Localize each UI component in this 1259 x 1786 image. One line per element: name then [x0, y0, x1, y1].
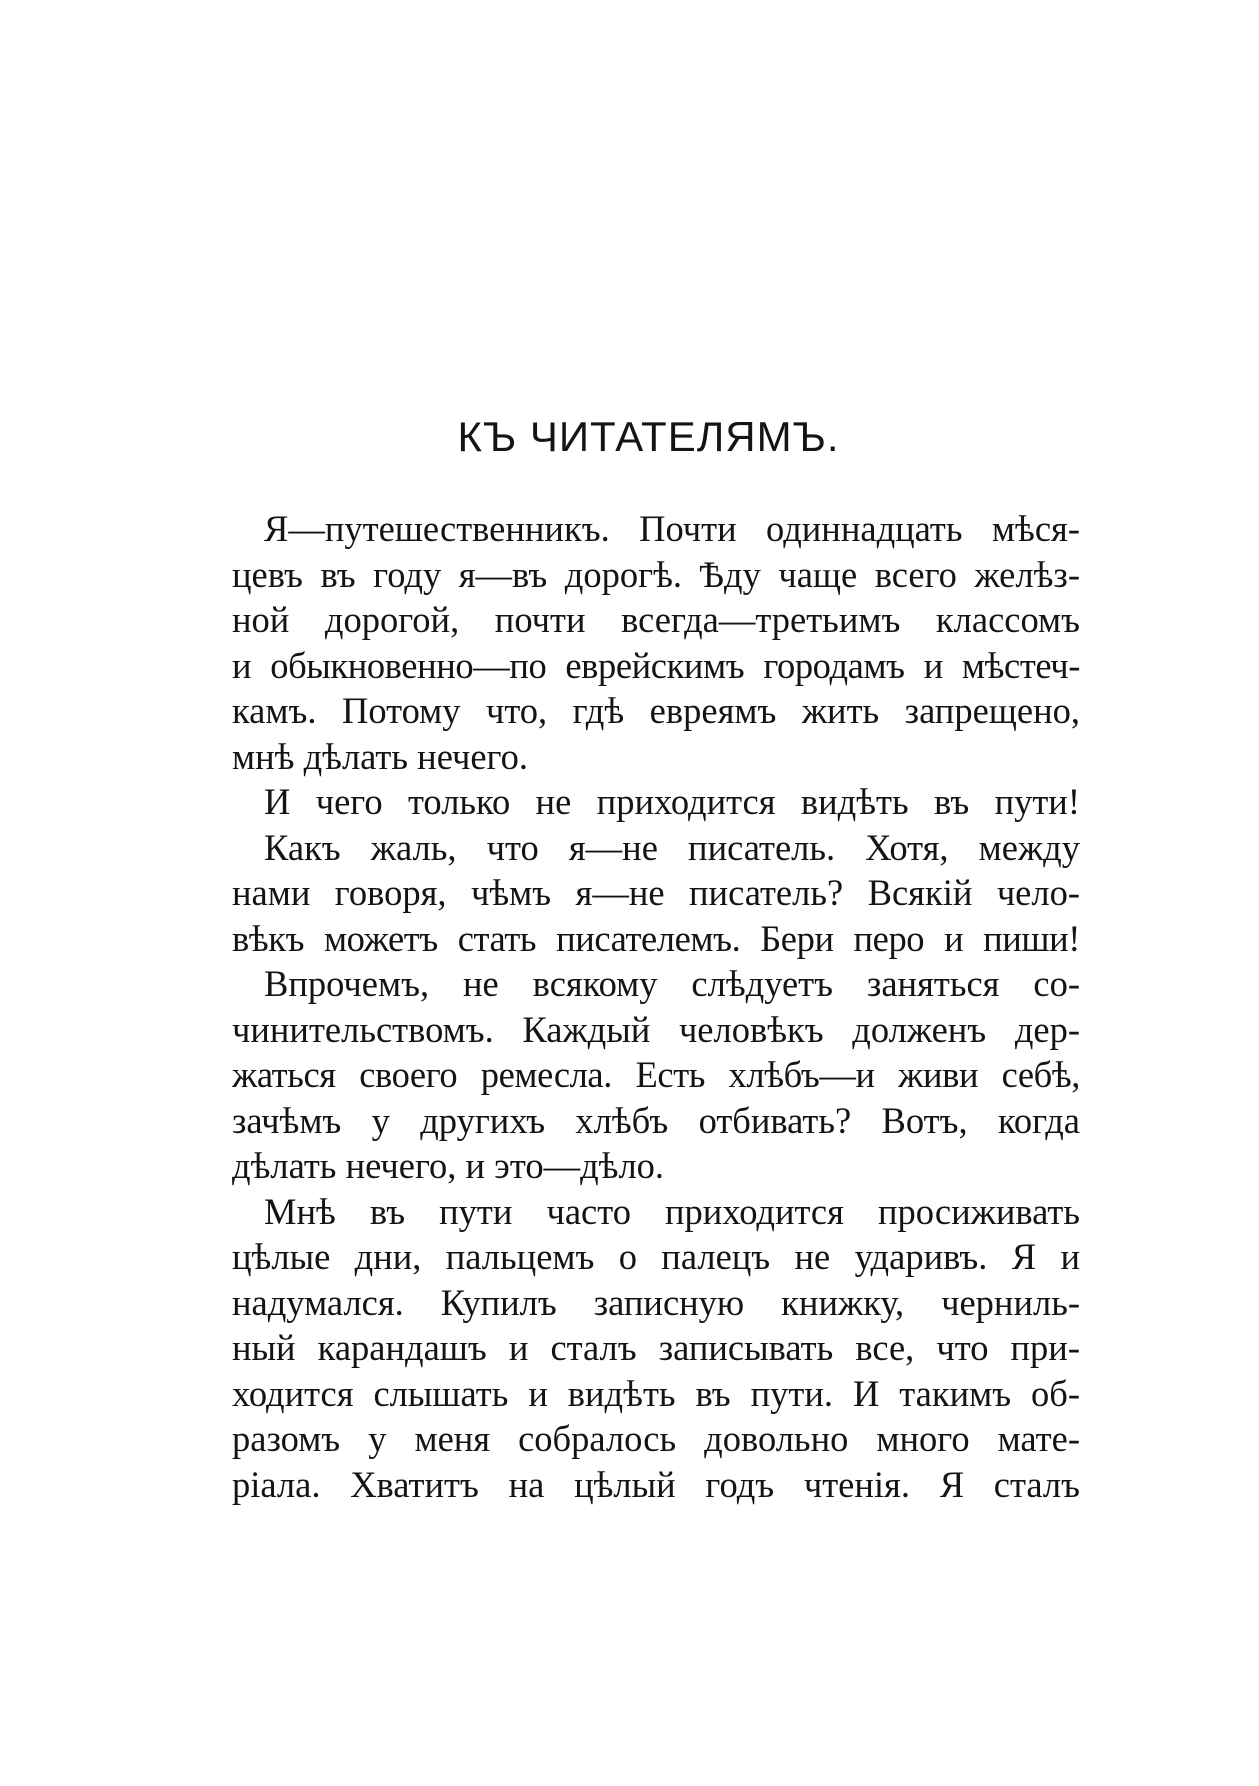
- text-line: ный карандашъ и сталъ записывать все, что при-: [232, 1327, 1080, 1368]
- text-line: ной дорогой, почти всегда—третьимъ классомъ: [232, 599, 1080, 640]
- text-line: Впрочемъ, не всякому слѣдуетъ заняться со-: [264, 963, 1080, 1004]
- paragraph: [232, 961, 1080, 1189]
- text-line: дѣлать нечего, и это—дѣло.: [232, 1145, 665, 1186]
- page-title: КЪ ЧИТАТЕЛЯМЪ.: [457, 413, 840, 460]
- text-line: разомъ у меня собралось довольно много мате-: [232, 1418, 1080, 1459]
- paragraph: [232, 779, 1080, 825]
- text-line: Какъ жаль, что я—не писатель. Хотя, между: [264, 826, 1080, 868]
- text-line: мнѣ дѣлать нечего.: [232, 735, 528, 777]
- paragraph: [232, 506, 1080, 779]
- text-line: и обыкновенно—по еврейскимъ городамъ и мѣстеч-: [232, 644, 1080, 686]
- text-line: чинительствомъ. Каждый человѣкъ долженъ дер-: [232, 1008, 1080, 1050]
- text-line: ріала. Хватитъ на цѣлый годъ чтенія. Я сталъ: [232, 1463, 1080, 1505]
- body-text: [232, 506, 1080, 1507]
- text-line: цевъ въ году я—въ дорогѣ. Ѣду чаще всего желѣз-: [232, 553, 1080, 595]
- text-line: ходится слышать и видѣть въ пути. И такимъ об-: [232, 1372, 1080, 1414]
- text-line: надумался. Купилъ записную книжку, черниль-: [232, 1281, 1080, 1323]
- text-line: жаться своего ремесла. Есть хлѣбъ—и живи себѣ,: [232, 1054, 1080, 1095]
- text-line: цѣлые дни, пальцемъ о палецъ не ударивъ. Я и: [232, 1236, 1080, 1277]
- text-line: Я—путешественникъ. Почти одиннадцать мѣся-: [264, 508, 1080, 549]
- paragraph: [232, 1189, 1080, 1508]
- text-line: вѣкъ можетъ стать писателемъ. Бери перо и пиши!: [232, 917, 1080, 959]
- text-line: зачѣмъ у другихъ хлѣбъ отбивать? Вотъ, когда: [232, 1099, 1080, 1141]
- text-line: камъ. Потому что, гдѣ евреямъ жить запрещено,: [232, 690, 1080, 731]
- paragraph: [232, 825, 1080, 962]
- text-line: нами говоря, чѣмъ я—не писатель? Всякій чело-: [232, 872, 1080, 913]
- text-line: Мнѣ въ пути часто приходится просиживать: [264, 1190, 1080, 1232]
- text-line: И чего только не приходится видѣть въ пути!: [264, 781, 1080, 822]
